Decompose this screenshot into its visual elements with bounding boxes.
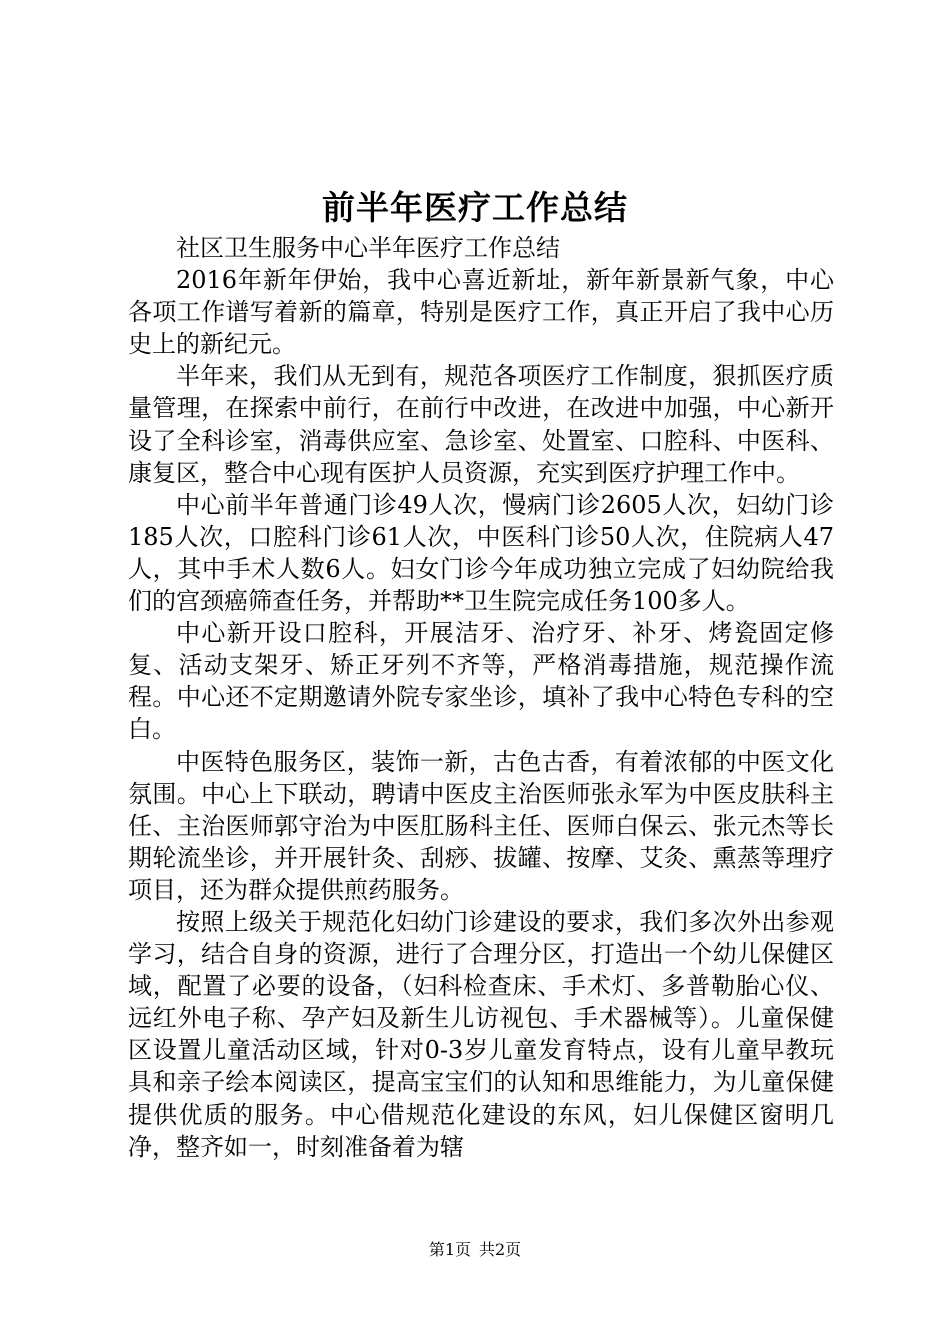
paragraph: 按照上级关于规范化妇幼门诊建设的要求，我们多次外出参观学习，结合自身的资源，进行了合理分区，打造出一个幼儿保健区域，配置了必要的设备，（妇科检查床、手术灯、多普勒胎心仪、远红外电子称、孕产妇及新生儿访视包、手术器械等）。儿童保健区设置儿童活动区域，针对0-3岁儿童发育特点，设有儿童早教玩具和亲子绘本阅读区，提高宝宝们的认知和思维能力，为儿童保健提供优质的服务。中心借规范化建设的东风，妇儿保健区窗明几净，整齐如一，时刻准备着为辖 [128,907,834,1161]
page-footer [0,1238,950,1262]
paragraph: 中心前半年普通门诊49人次，慢病门诊2605人次，妇幼门诊185人次，口腔科门诊61人次，中医科门诊50人次，住院病人47人，其中手术人数6人。妇女门诊今年成功独立完成了妇幼院给我们的宫颈癌筛查任务，并帮助**卫生院完成任务100多人。 [128,490,834,616]
document-title: 前半年医疗工作总结 [322,188,628,227]
paragraph: 半年来，我们从无到有，规范各项医疗工作制度，狠抓医疗质量管理，在探索中前行，在前行中改进，在改进中加强，中心新开设了全科诊室，消毒供应室、急诊室、处置室、口腔科、中医科、康复区，整合中心现有医护人员资源，充实到医疗护理工作中。 [128,362,834,487]
paragraph: 2016年新年伊始，我中心喜近新址，新年新景新气象，中心各项工作谱写着新的篇章，特别是医疗工作，真正开启了我中心历史上的新纪元。 [128,266,834,359]
page-total: 共2页 [479,1240,522,1259]
paragraph: 中心新开设口腔科，开展洁牙、治疗牙、补牙、烤瓷固定修复、活动支架牙、矫正牙列不齐等，严格消毒措施，规范操作流程。中心还不定期邀请外院专家坐诊，填补了我中心特色专科的空白。 [128,619,834,744]
paragraph-subtitle: 社区卫生服务中心半年医疗工作总结 [176,234,560,262]
page-number: 第1页 [428,1240,471,1259]
document-body [128,232,834,1163]
paragraph: 中医特色服务区，装饰一新，古色古香，有着浓郁的中医文化氛围。中心上下联动，聘请中医皮主治医师张永军为中医皮肤科主任、主治医师郭守治为中医肛肠科主任、医师白保云、张元杰等长期轮流坐诊，并开展针灸、刮痧、拔罐、按摩、艾灸、熏蒸等理疗项目，还为群众提供煎药服务。 [128,747,834,904]
